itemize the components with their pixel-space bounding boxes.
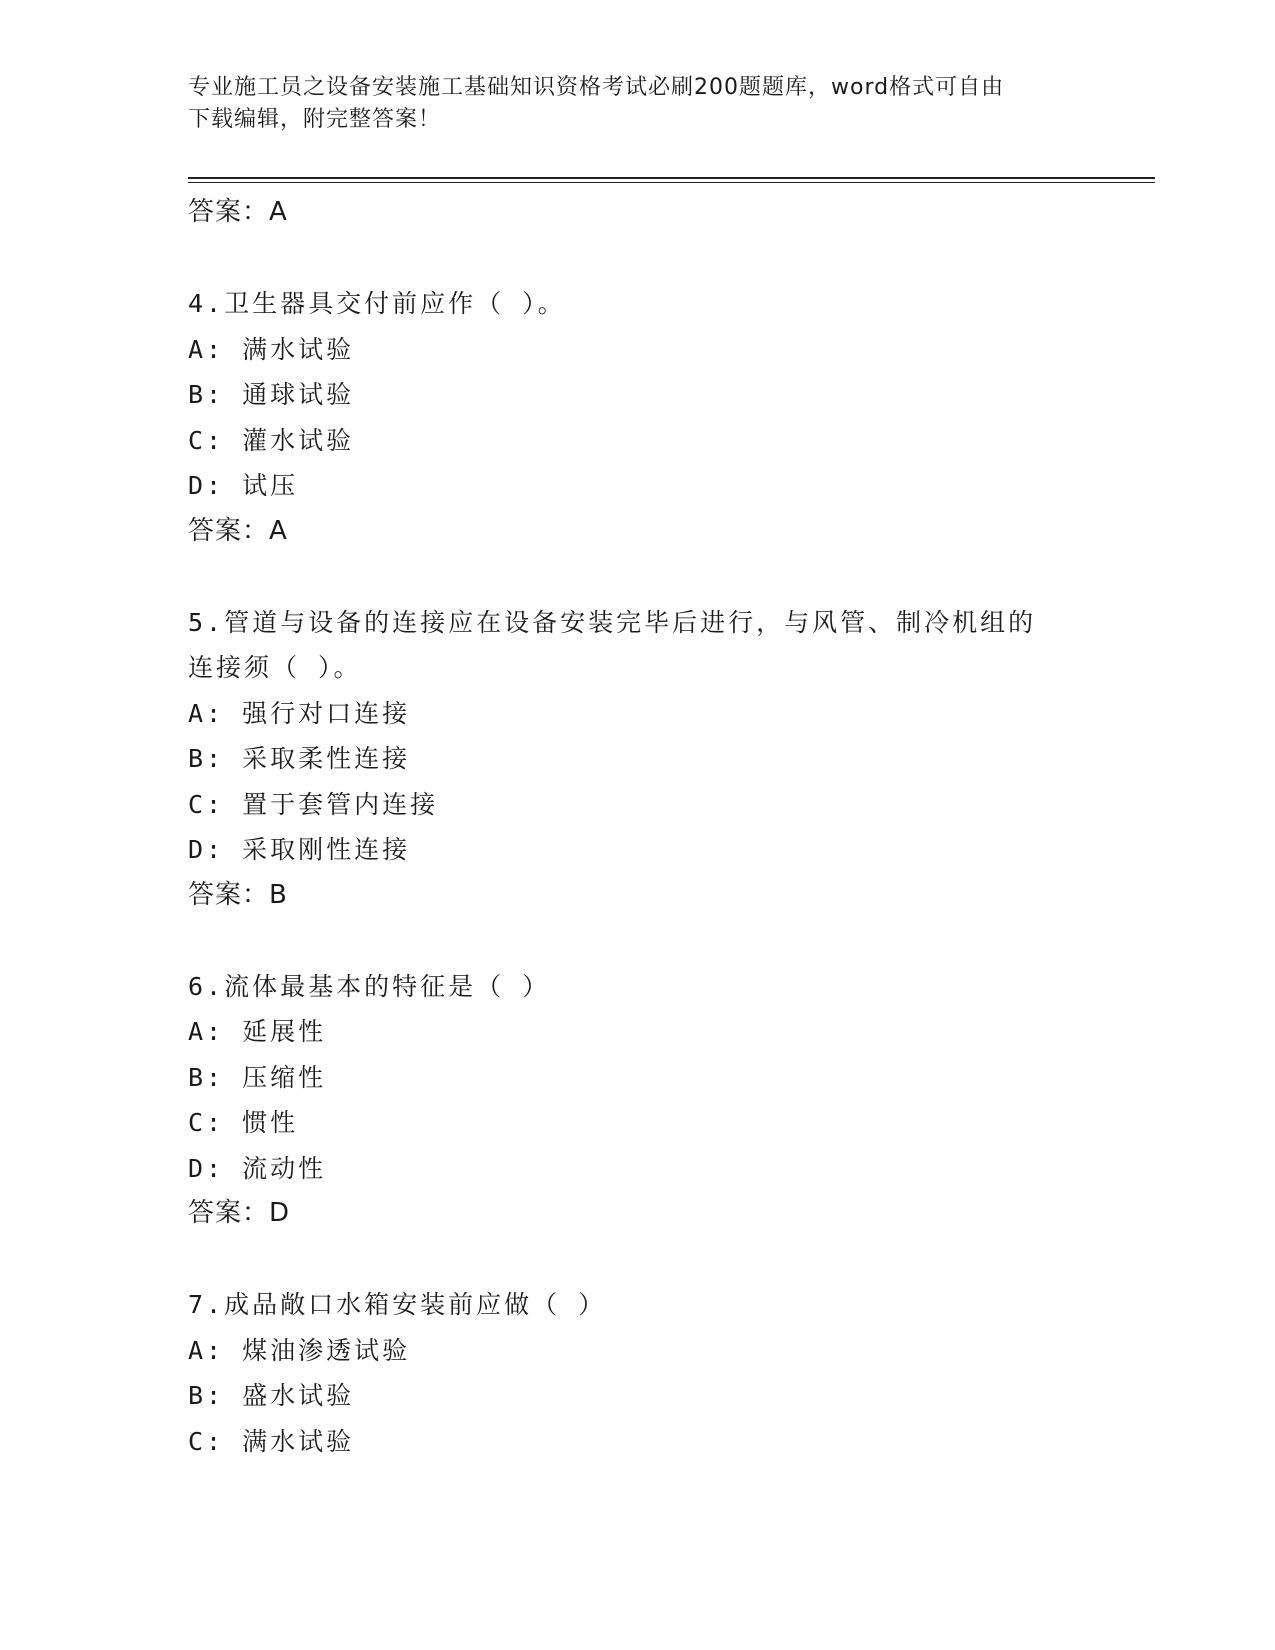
option-d: D: 采取刚性连接	[188, 835, 411, 864]
option-b: B: 通球试验	[188, 380, 355, 409]
spacer	[188, 236, 1155, 282]
option-a: A: 延展性	[188, 1017, 327, 1046]
option-b: B: 采取柔性连接	[188, 744, 411, 773]
question-stem: 7.成品敞口水箱安装前应做（ ）	[188, 1290, 607, 1319]
option-d: D: 试压	[188, 471, 299, 500]
spacer	[188, 918, 1155, 964]
spacer	[188, 1237, 1155, 1283]
question-4	[188, 281, 1155, 554]
question-6	[188, 964, 1155, 1237]
option-c: C: 灌水试验	[188, 425, 355, 455]
document-header	[188, 72, 1088, 136]
spacer	[188, 554, 1155, 600]
option-a: A: 煤油渗透试验	[188, 1335, 411, 1365]
option-b: B: 压缩性	[188, 1062, 327, 1092]
option-c: C: 满水试验	[188, 1426, 355, 1456]
header-line-2: 下载编辑，附完整答案！	[188, 107, 442, 132]
option-c: C: 置于套管内连接	[188, 789, 439, 819]
header-line-1: 专业施工员之设备安装施工基础知识资格考试必刷200题题库，word格式可自由	[188, 75, 1005, 100]
answer: 答案：B	[188, 879, 288, 910]
question-list	[188, 190, 1155, 1464]
answer: 答案：A	[188, 515, 288, 546]
question-5	[188, 600, 1155, 919]
previous-answer: 答案：A	[188, 197, 288, 227]
option-d: D: 流动性	[188, 1153, 327, 1183]
header-divider-thin	[188, 182, 1155, 183]
question-stem: 6.流体最基本的特征是（ ）	[188, 971, 551, 1001]
answer: 答案：D	[188, 1198, 291, 1228]
option-b: B: 盛水试验	[188, 1381, 355, 1410]
question-stem-continued: 连接须（ ）。	[188, 653, 362, 682]
question-7	[188, 1282, 1155, 1464]
option-c: C: 惯性	[188, 1108, 299, 1137]
option-a: A: 满水试验	[188, 334, 355, 364]
question-stem: 5.管道与设备的连接应在设备安装完毕后进行，与风管、制冷机组的	[188, 607, 1037, 637]
question-stem: 4.卫生器具交付前应作（ ）。	[188, 289, 566, 318]
header-divider	[188, 177, 1155, 179]
option-a: A: 强行对口连接	[188, 698, 411, 728]
